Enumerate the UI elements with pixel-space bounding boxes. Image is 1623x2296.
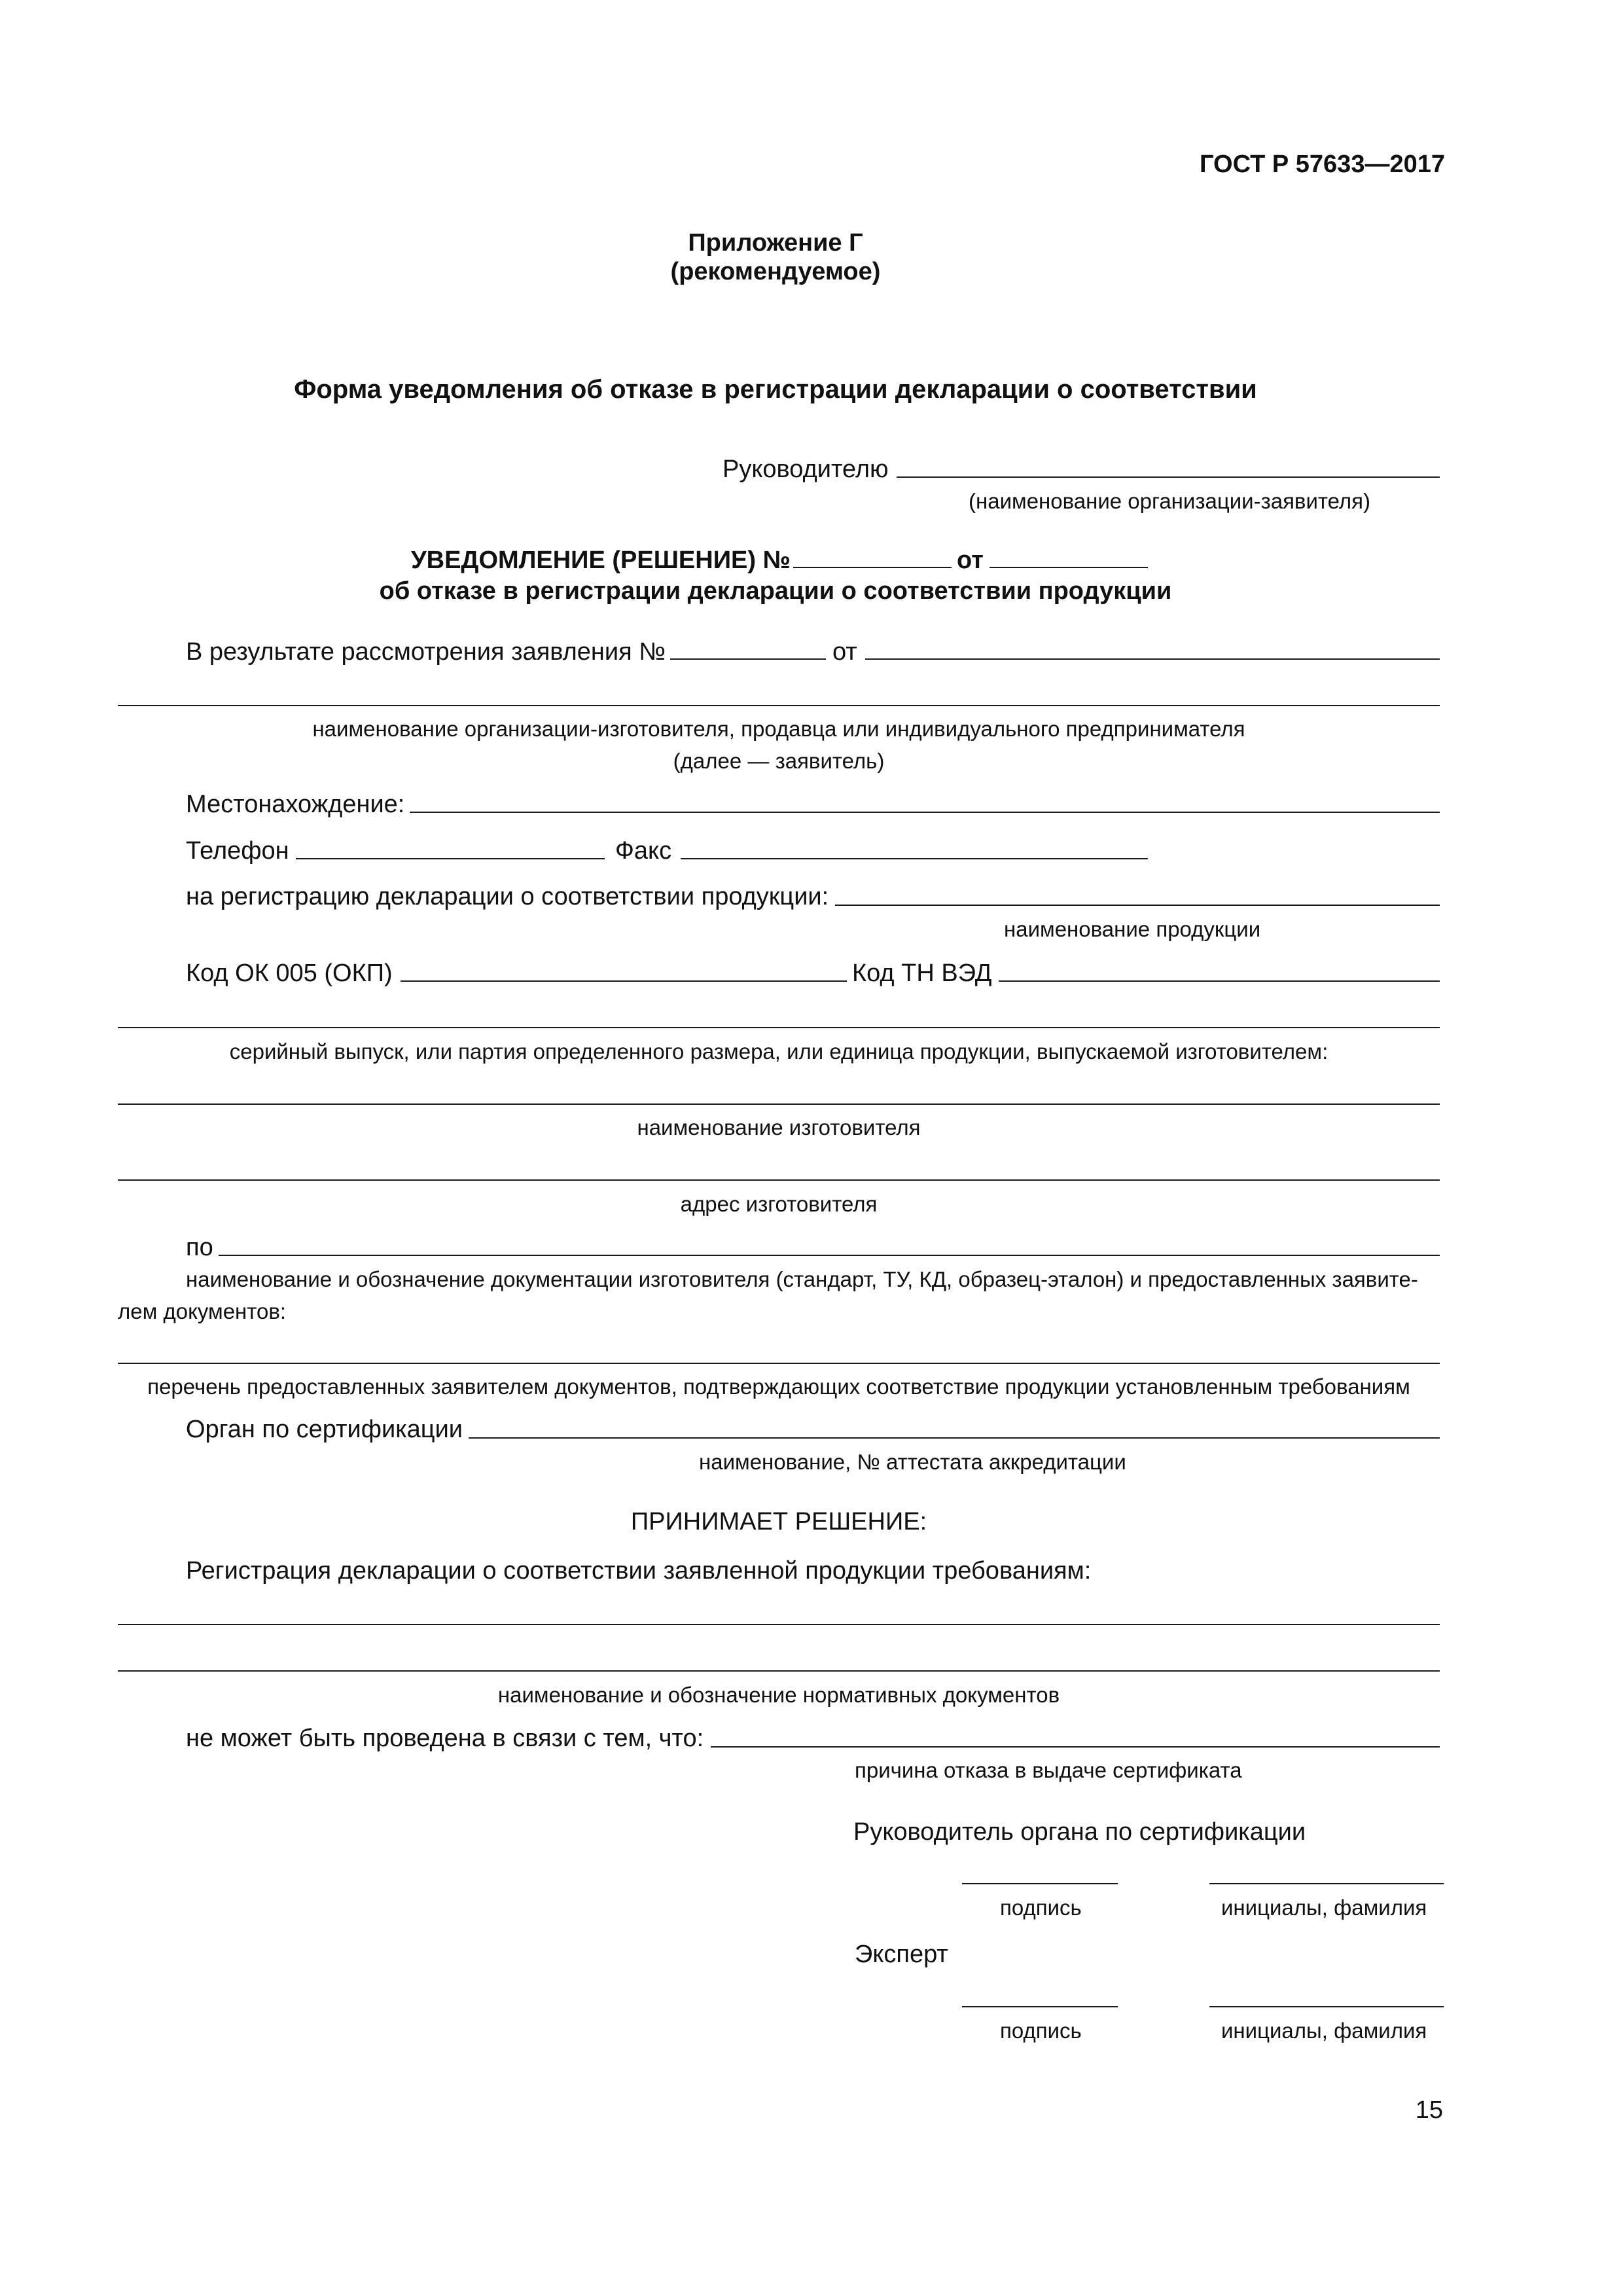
notice-subheading: об отказе в регистрации декларации о соответствии продукции xyxy=(379,577,1172,605)
certification-body-line xyxy=(469,1437,1440,1439)
expert-signature-line xyxy=(962,2006,1118,2007)
expert-name-caption: инициалы, фамилия xyxy=(1221,2018,1427,2043)
tnved-code-line xyxy=(999,980,1440,982)
product-caption: наименование продукции xyxy=(1004,917,1261,941)
certification-body-label: Орган по сертификации xyxy=(186,1416,463,1443)
manufacturer-address-line xyxy=(118,1179,1440,1181)
notice-date-line xyxy=(990,567,1148,568)
fax-line xyxy=(681,858,1148,859)
application-label: В результате рассмотрения заявления № xyxy=(186,638,666,666)
reason-label: не может быть проведена в связи с тем, что: xyxy=(186,1725,704,1752)
series-caption: серийный выпуск, или партия определенного размера, или единица продукции, выпускаемой изготовителем: xyxy=(229,1039,1329,1064)
documents-list-line xyxy=(118,1363,1440,1364)
fax-label: Факс xyxy=(615,837,672,865)
application-number-line xyxy=(670,658,826,660)
application-date-line xyxy=(865,658,1440,660)
tnved-code-label: Код ТН ВЭД xyxy=(852,960,992,987)
applicant-caption-line2: (далее — заявитель) xyxy=(673,749,885,773)
certification-body-caption: наименование, № аттестата аккредитации xyxy=(699,1450,1126,1474)
location-line xyxy=(410,812,1440,813)
documentation-label: по xyxy=(186,1234,213,1261)
standard-code: ГОСТ Р 57633—2017 xyxy=(1200,151,1445,178)
phone-label: Телефон xyxy=(186,837,289,865)
notice-number-line xyxy=(793,567,952,568)
registration-text: Регистрация декларации о соответствии заявленной продукции требованиям: xyxy=(186,1557,1092,1585)
head-signature-caption: подпись xyxy=(1000,1895,1082,1920)
application-from: от xyxy=(832,638,857,666)
expert-name-line xyxy=(1209,2006,1444,2007)
page-number: 15 xyxy=(1415,2096,1443,2124)
addressee-caption: (наименование организации-заявителя) xyxy=(969,489,1371,513)
appendix-title: Приложение Г xyxy=(688,229,863,257)
documents-list-caption: перечень предоставленных заявителем документов, подтверждающих соответствие продукции установленным требованиям xyxy=(147,1374,1410,1399)
notice-heading-number: УВЕДОМЛЕНИЕ (РЕШЕНИЕ) № xyxy=(411,547,791,574)
requirements-line-2 xyxy=(118,1670,1440,1672)
head-name-caption: инициалы, фамилия xyxy=(1221,1895,1427,1920)
reason-line xyxy=(711,1746,1440,1748)
documentation-caption-line1: наименование и обозначение документации изготовителя (стандарт, ТУ, КД, образец-эталон) и предоставленных заявите- xyxy=(186,1267,1418,1291)
applicant-caption-line1: наименование организации-изготовителя, продавца или индивидуального предпринимателя xyxy=(312,717,1245,741)
documentation-caption-line2: лем документов: xyxy=(118,1299,287,1323)
appendix-status: (рекомендуемое) xyxy=(670,258,881,285)
product-detail-line xyxy=(118,1027,1440,1028)
manufacturer-name-line xyxy=(118,1103,1440,1105)
head-title: Руководитель органа по сертификации xyxy=(853,1818,1306,1846)
form-title: Форма уведомления об отказе в регистрации декларации о соответствии xyxy=(294,375,1257,404)
applicant-name-line xyxy=(118,705,1440,706)
addressee-line xyxy=(897,476,1440,478)
decision-heading: ПРИНИМАЕТ РЕШЕНИЕ: xyxy=(630,1508,927,1535)
normative-documents-caption: наименование и обозначение нормативных документов xyxy=(497,1683,1060,1707)
phone-line xyxy=(296,858,605,859)
head-signature-line xyxy=(962,1883,1118,1884)
location-label: Местонахождение: xyxy=(186,791,405,818)
okp-code-line xyxy=(401,980,847,982)
expert-title: Эксперт xyxy=(855,1941,948,1968)
notice-heading-from: от xyxy=(957,547,984,574)
product-label: на регистрацию декларации о соответствии продукции: xyxy=(186,883,829,910)
manufacturer-name-caption: наименование изготовителя xyxy=(637,1115,921,1139)
head-name-line xyxy=(1209,1883,1444,1884)
product-line xyxy=(835,905,1440,906)
addressee-label: Руководителю xyxy=(722,456,889,483)
manufacturer-address-caption: адрес изготовителя xyxy=(680,1192,878,1216)
documentation-line xyxy=(219,1255,1440,1256)
reason-caption: причина отказа в выдаче сертификата xyxy=(855,1758,1242,1782)
requirements-line-1 xyxy=(118,1624,1440,1625)
expert-signature-caption: подпись xyxy=(1000,2018,1082,2043)
okp-code-label: Код ОК 005 (ОКП) xyxy=(186,960,393,987)
